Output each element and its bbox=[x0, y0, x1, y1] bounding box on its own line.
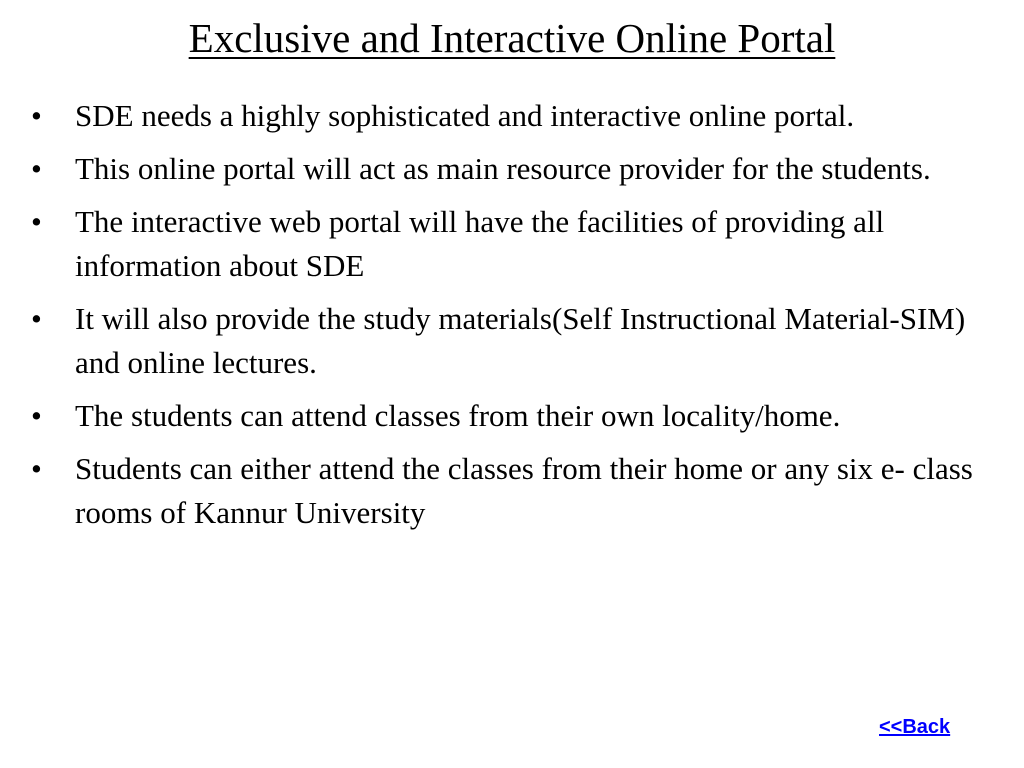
bullet-list bbox=[31, 94, 981, 544]
bullet-item bbox=[31, 297, 981, 385]
bullet-item bbox=[31, 447, 981, 535]
bullet-icon: • bbox=[31, 301, 42, 336]
bullet-text: It will also provide the study materials(Self Instructional Material-SIM) and online lectures. bbox=[75, 301, 966, 380]
bullet-text: This online portal will act as main resource provider for the students. bbox=[75, 151, 931, 186]
bullet-item bbox=[31, 200, 981, 288]
bullet-icon: • bbox=[31, 98, 42, 133]
bullet-text: SDE needs a highly sophisticated and interactive online portal. bbox=[75, 98, 855, 133]
bullet-item bbox=[31, 394, 981, 438]
bullet-text: The students can attend classes from their own locality/home. bbox=[75, 398, 841, 433]
back-link[interactable]: <<Back bbox=[879, 716, 951, 738]
bullet-text: Students can either attend the classes from their home or any six e- class rooms of Kannur University bbox=[75, 451, 973, 530]
bullet-icon: • bbox=[31, 151, 42, 186]
bullet-icon: • bbox=[31, 204, 42, 239]
bullet-icon: • bbox=[31, 398, 42, 433]
bullet-item bbox=[31, 94, 981, 138]
bullet-icon: • bbox=[31, 451, 42, 486]
bullet-text: The interactive web portal will have the facilities of providing all information about SDE bbox=[75, 204, 885, 283]
slide-title: Exclusive and Interactive Online Portal bbox=[188, 15, 836, 61]
bullet-item bbox=[31, 147, 981, 191]
